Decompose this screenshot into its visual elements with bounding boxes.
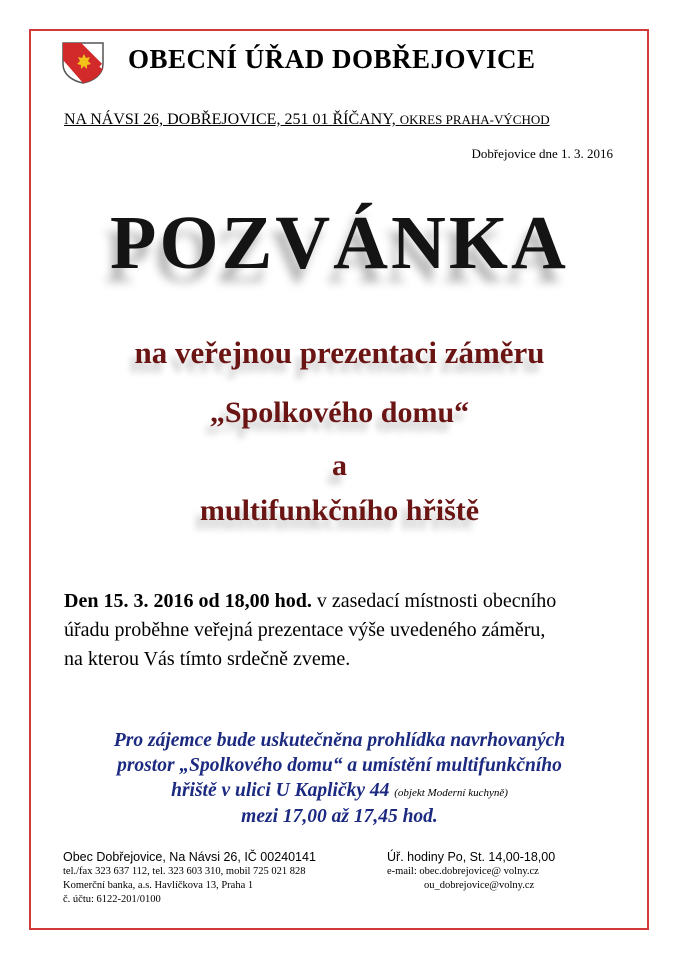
tour-line-2: prostor „Spolkového domu“ a umístění multifunkčního <box>117 755 562 776</box>
footer-left-line-4: č. účtu: 6122-201/0100 <box>63 894 161 905</box>
office-address <box>64 111 550 129</box>
tour-line-4: mezi 17,00 až 17,45 hod. <box>241 806 438 827</box>
footer-email-1[interactable]: e-mail: obec.dobrejovice@ volny.cz <box>387 866 539 877</box>
tour-line-1: Pro zájemce bude uskutečněna prohlídka navrhovaných <box>113 730 566 751</box>
subtitle-line-1: na veřejnou prezentaci záměru <box>134 335 545 370</box>
footer-left-line-2: tel./fax 323 637 112, tel. 323 603 310, mobil 725 021 828 <box>63 866 306 877</box>
footer-left-line-1: Obec Dobřejovice, Na Návsi 26, IČ 00240141 <box>63 850 316 864</box>
office-title: OBECNÍ ÚŘAD DOBŘEJOVICE <box>128 44 536 74</box>
coat-of-arms-icon <box>60 40 106 84</box>
event-date: Den 15. 3. 2016 od 18,00 hod. <box>64 590 312 612</box>
subtitle-line-4: multifunkčního hřiště <box>199 494 480 527</box>
headline: POZVÁNKA <box>110 201 569 285</box>
tour-line-3 <box>0 780 679 802</box>
body-line-1-rest: v zasedací místnosti obecního <box>311 590 557 612</box>
subtitle-line-3: a <box>332 449 347 482</box>
tour-line-3-text: hřiště v ulici U Kapličky 44 <box>171 780 390 801</box>
tour-line-3-note: (objekt Moderní kuchyně) <box>394 787 508 799</box>
issue-date: Dobřejovice dne 1. 3. 2016 <box>471 146 613 161</box>
body-line-1 <box>64 587 556 616</box>
footer-email-2[interactable]: ou_dobrejovice@volny.cz <box>424 880 535 891</box>
body-line-3: na kterou Vás tímto srdečně zveme. <box>64 648 351 670</box>
subtitle-line-2: „Spolkového domu“ <box>209 396 470 429</box>
body-line-2: úřadu proběhne veřejná prezentace výše uvedeného záměru, <box>64 619 546 641</box>
footer-left-line-3: Komerční banka, a.s. Havlíčkova 13, Praha 1 <box>63 880 254 891</box>
address-main: NA NÁVSI 26, DOBŘEJOVICE, 251 01 ŘÍČANY, <box>64 111 396 128</box>
address-district: OKRES PRAHA-VÝCHOD <box>399 112 550 127</box>
footer-right-line-1: Úř. hodiny Po, St. 14,00-18,00 <box>387 850 556 864</box>
